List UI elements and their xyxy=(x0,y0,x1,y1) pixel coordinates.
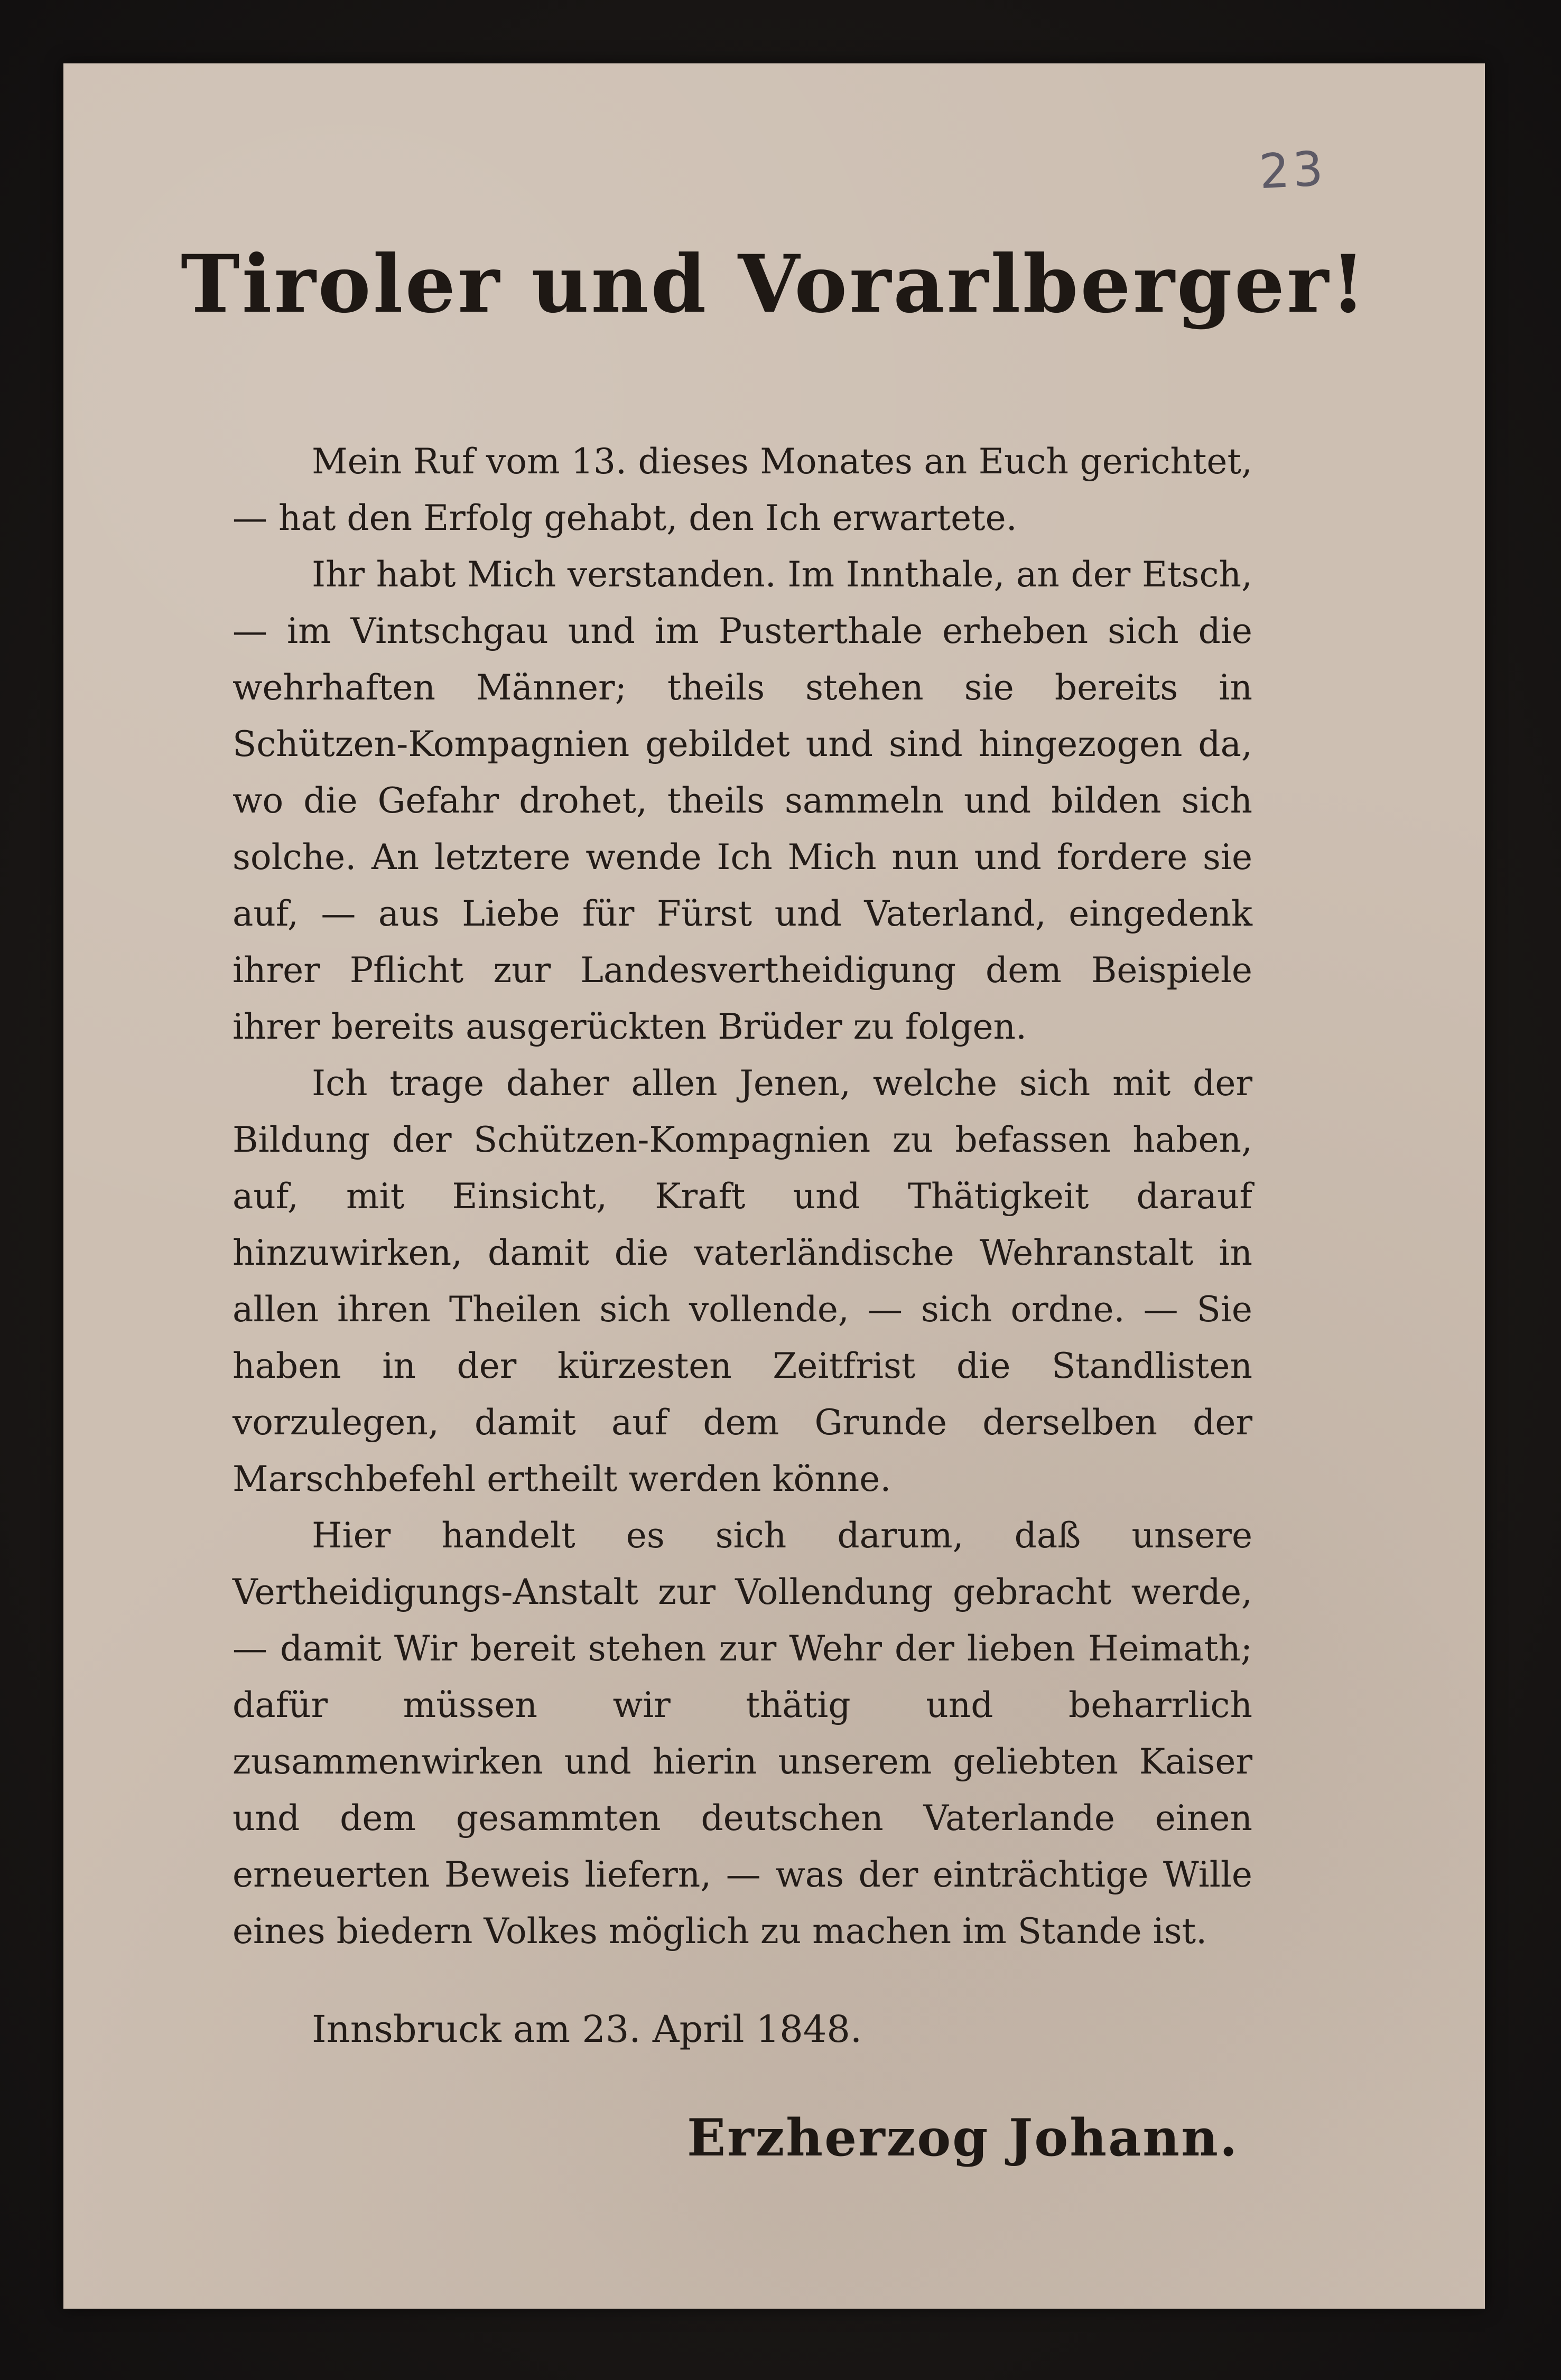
paragraph-4: Hier handelt es sich darum, daß unsere Vertheidigungs-Anstalt zur Vollendung gebracht werde, — damit Wir bereit stehen zur Wehr der lieben Heimath; dafür müssen wir thätig und beharrlich zusammenwirken und hierin unserem geliebten Kaiser und dem gesammten deutschen Vaterlande einen erneuerten Beweis liefern, — was der einträchtige Wille eines biedern Volkes möglich zu machen im Stande ist. xyxy=(233,1515,1252,1952)
paragraph-1: Mein Ruf vom 13. dieses Monates an Euch gerichtet, — hat den Erfolg gehabt, den Ich erwartete. xyxy=(233,441,1252,538)
proclamation-sheet xyxy=(63,63,1485,2309)
proclamation-body xyxy=(233,433,1252,1959)
archive-number: 23 xyxy=(1258,141,1328,200)
paragraph-2: Ihr habt Mich verstanden. Im Innthale, an der Etsch, — im Vintschgau und im Pusterthale erheben sich die wehrhaften Männer; theils stehen sie bereits in Schützen-Kompagnien gebildet und sind hingezogen da, wo die Gefahr drohet, theils sammeln und bilden sich solche. An letztere wende Ich Mich nun und fordere sie auf, — aus Liebe für Fürst und Vaterland, eingedenk ihrer Pflicht zur Landesvertheidigung dem Beispiele ihrer bereits ausgerückten Brüder zu folgen. xyxy=(233,554,1252,1047)
dateline: Innsbruck am 23. April 1848. xyxy=(312,2008,862,2051)
paragraph-3: Ich trage daher allen Jenen, welche sich mit der Bildung der Schützen-Kompagnien zu befassen haben, auf, mit Einsicht, Kraft und Thätigkeit darauf hinzuwirken, damit die vaterländische Wehranstalt in allen ihren Theilen sich vollende, — sich ordne. — Sie haben in der kürzesten Zeitfrist die Standlisten vorzulegen, damit auf dem Grunde derselben der Marschbefehl ertheilt werden könne. xyxy=(233,1063,1252,1499)
signature: Erzherzog Johann. xyxy=(687,2108,1239,2168)
proclamation-heading: Tiroler und Vorarlberger! xyxy=(181,238,1368,331)
